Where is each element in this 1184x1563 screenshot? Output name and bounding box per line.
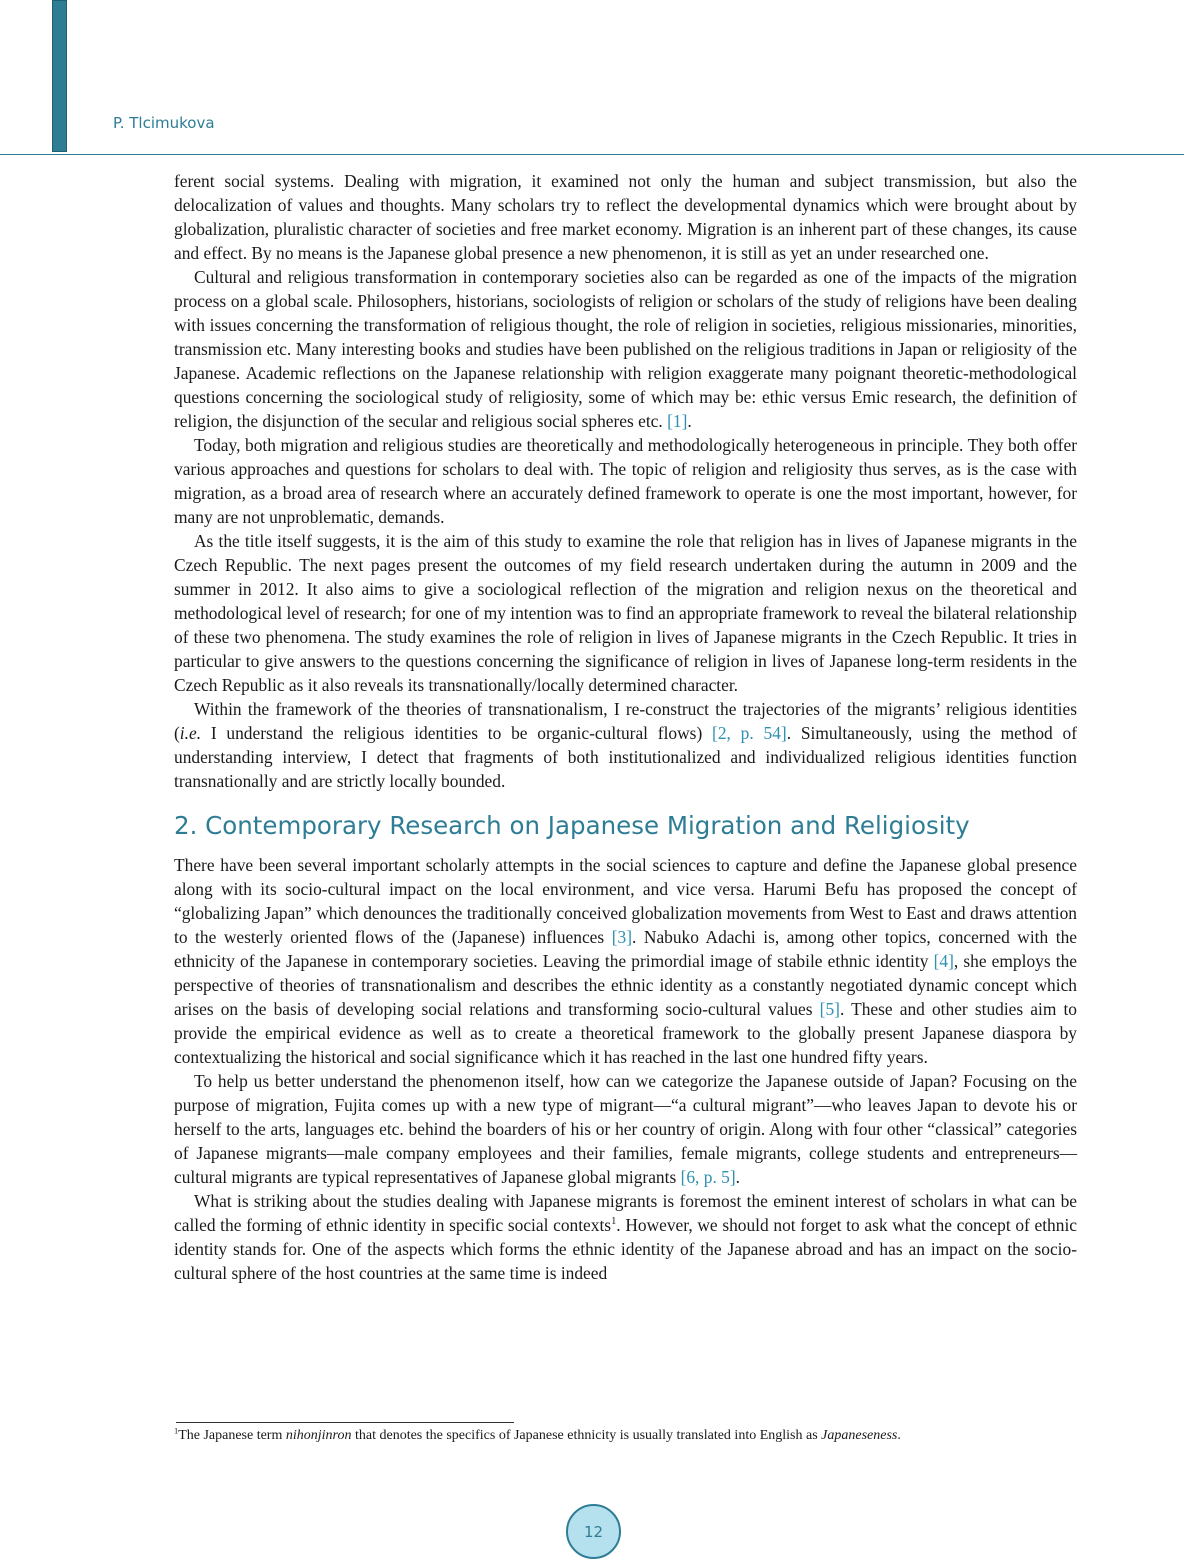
text-run: As the title itself suggests, it is the aim of this study to examine the role that religion has in lives of Japanese migrants in the Czech Republic. The next pages present the outcomes of my field research undertaken during the autumn in 2009 and the summer in 2012. It also aims to give a sociological reflection of the migration and religion nexus on the theoretical and methodological level of research; for one of my intention was to find an appropriate framework to reveal the bilateral relationship of these two phenomena. The study examines the role of religion in lives of Japanese migrants in the Czech Republic. It tries in particular to give answers to the questions concerning the significance of religion in lives of Japanese long-term residents in the Czech Republic as it also reveals its transnationally/locally determined character. (174, 531, 1077, 695)
running-header-author: P. Tlcimukova (113, 114, 215, 132)
footnote-marker: 1 (611, 1216, 617, 1228)
text-run: . However, we should not forget to ask what the concept of ethnic identity stands for. One of the aspects which forms the ethnic identity of the Japanese abroad and has an impact on the socio-cultural sphere of the host countries at the same time is indeed (174, 1215, 1077, 1283)
section-paragraph-2 (174, 1069, 1077, 1189)
text-run: . These and other studies aim to provide the empirical evidence as well as to create a theoretical framework to the globally present Japanese diaspora by contextualizing the historical and social significance which it has reached in the last one hundred fifty years. (174, 999, 1077, 1067)
header-accent-bar (52, 0, 67, 152)
citation-link[interactable]: [5] (819, 999, 840, 1019)
text-run: Within the framework of the theories of transnationalism, I re-construct the trajectories of the migrants’ religious identities ( (174, 699, 1077, 743)
article-body (174, 169, 1077, 1285)
text-run: I understand the religious identities to be organic-cultural flows) (201, 723, 713, 743)
citation-link[interactable]: [2, p. 54] (712, 723, 787, 743)
italic-term: i.e. (179, 723, 202, 743)
text-run: that denotes the specifics of Japanese ethnicity is usually translated into English as (351, 1428, 822, 1443)
body-paragraph-5 (174, 697, 1077, 793)
text-run: . Simultaneously, using the method of understanding interview, I detect that fragments of both institutionalized and individualized religious identities function transnationally and are strictly locally bounded. (174, 723, 1078, 791)
page-number: 12 (583, 1522, 604, 1541)
citation-link[interactable]: [3] (611, 927, 632, 947)
body-paragraph-1 (174, 169, 1077, 265)
text-run: . (735, 1167, 740, 1187)
text-run: . (687, 411, 692, 431)
text-run: There have been several important scholarly attempts in the social sciences to capture and define the Japanese global presence along with its socio-cultural impact on the local environment, and vice versa. Harumi Befu has proposed the concept of “globalizing Japan” which denounces the traditionally conceived globalization movements from West to East and draws attention to the westerly oriented flows of the (Japanese) influences (174, 855, 1077, 947)
body-paragraph-4 (174, 529, 1077, 697)
section-paragraph-3 (174, 1189, 1077, 1285)
text-run: What is striking about the studies dealing with Japanese migrants is foremost the eminent interest of scholars in what can be called the forming of ethnic identity in specific social contexts (174, 1191, 1077, 1235)
text-run: Cultural and religious transformation in contemporary societies also can be regarded as one of the impacts of the migration process on a global scale. Philosophers, historians, sociologists of religion or scholars of the study of religions have been dealing with issues concerning the transformation of religious thought, the role of religion in societies, religious missionaries, minorities, transmission etc. Many interesting books and studies have been published on the religious traditions in Japan or religiosity of the Japanese. Academic reflections on the Japanese relationship with religion exaggerate many poignant theoretic-methodological questions concerning the sociological study of religiosity, some of which may be: ethic versus Emic research, the definition of religion, the disjunction of the secular and religious social spheres etc. (174, 267, 1077, 431)
citation-link[interactable]: [4] (933, 951, 954, 971)
page-number-badge (566, 1504, 621, 1559)
text-run: The Japanese term (178, 1428, 286, 1443)
body-paragraph-2 (174, 265, 1077, 433)
header-rule (0, 154, 1184, 155)
citation-link[interactable]: [6, p. 5] (680, 1167, 736, 1187)
body-paragraph-3 (174, 433, 1077, 529)
footnote (174, 1427, 1077, 1445)
section-heading: 2. Contemporary Research on Japanese Migration and Religiosity (174, 811, 970, 840)
footnote-separator (176, 1422, 514, 1423)
italic-term: nihonjinron (285, 1428, 352, 1443)
italic-term: Japaneseness (821, 1428, 898, 1443)
text-run: To help us better understand the phenomenon itself, how can we categorize the Japanese outside of Japan? Focusing on the purpose of migration, Fujita comes up with a new type of migrant—“a cultural migrant”—who leaves Japan to devote his or herself to the arts, languages etc. behind the boarders of his or her country of origin. Along with four other “classical” categories of Japanese migrants—male company employees and their families, female migrants, college students and entrepreneurs—cultural migrants are typical representatives of Japanese global migrants (174, 1071, 1077, 1187)
text-run: Today, both migration and religious studies are theoretically and methodologically heterogeneous in principle. They both offer various approaches and questions for scholars to deal with. The topic of religion and religiosity thus serves, as is the case with migration, as a broad area of research where an accurately defined framework to operate is one the most important, however, for many are not unproblematic, demands. (174, 435, 1077, 527)
text-run: . Nabuko Adachi is, among other topics, concerned with the ethnicity of the Japanese in contemporary societies. Leaving the primordial image of stabile ethnic identity (174, 927, 1077, 971)
text-run: . (897, 1428, 901, 1443)
text-run: ferent social systems. Dealing with migration, it examined not only the human and subject transmission, but also the delocalization of values and thoughts. Many scholars try to reflect the developmental dynamics which were brought about by globalization, pluralistic character of societies and free market economy. Migration is an inherent part of these changes, its cause and effect. By no means is the Japanese global presence a new phenomenon, it is still as yet an under researched one. (174, 171, 1077, 263)
text-run: , she employs the perspective of theories of transnationalism and describes the ethnic identity as a constantly negotiated dynamic concept which arises on the basis of developing social relations and transforming socio-cultural values (174, 951, 1078, 1019)
footnote-marker: 1 (174, 1426, 179, 1436)
section-paragraph-1 (174, 853, 1077, 1069)
citation-link[interactable]: [1] (667, 411, 688, 431)
